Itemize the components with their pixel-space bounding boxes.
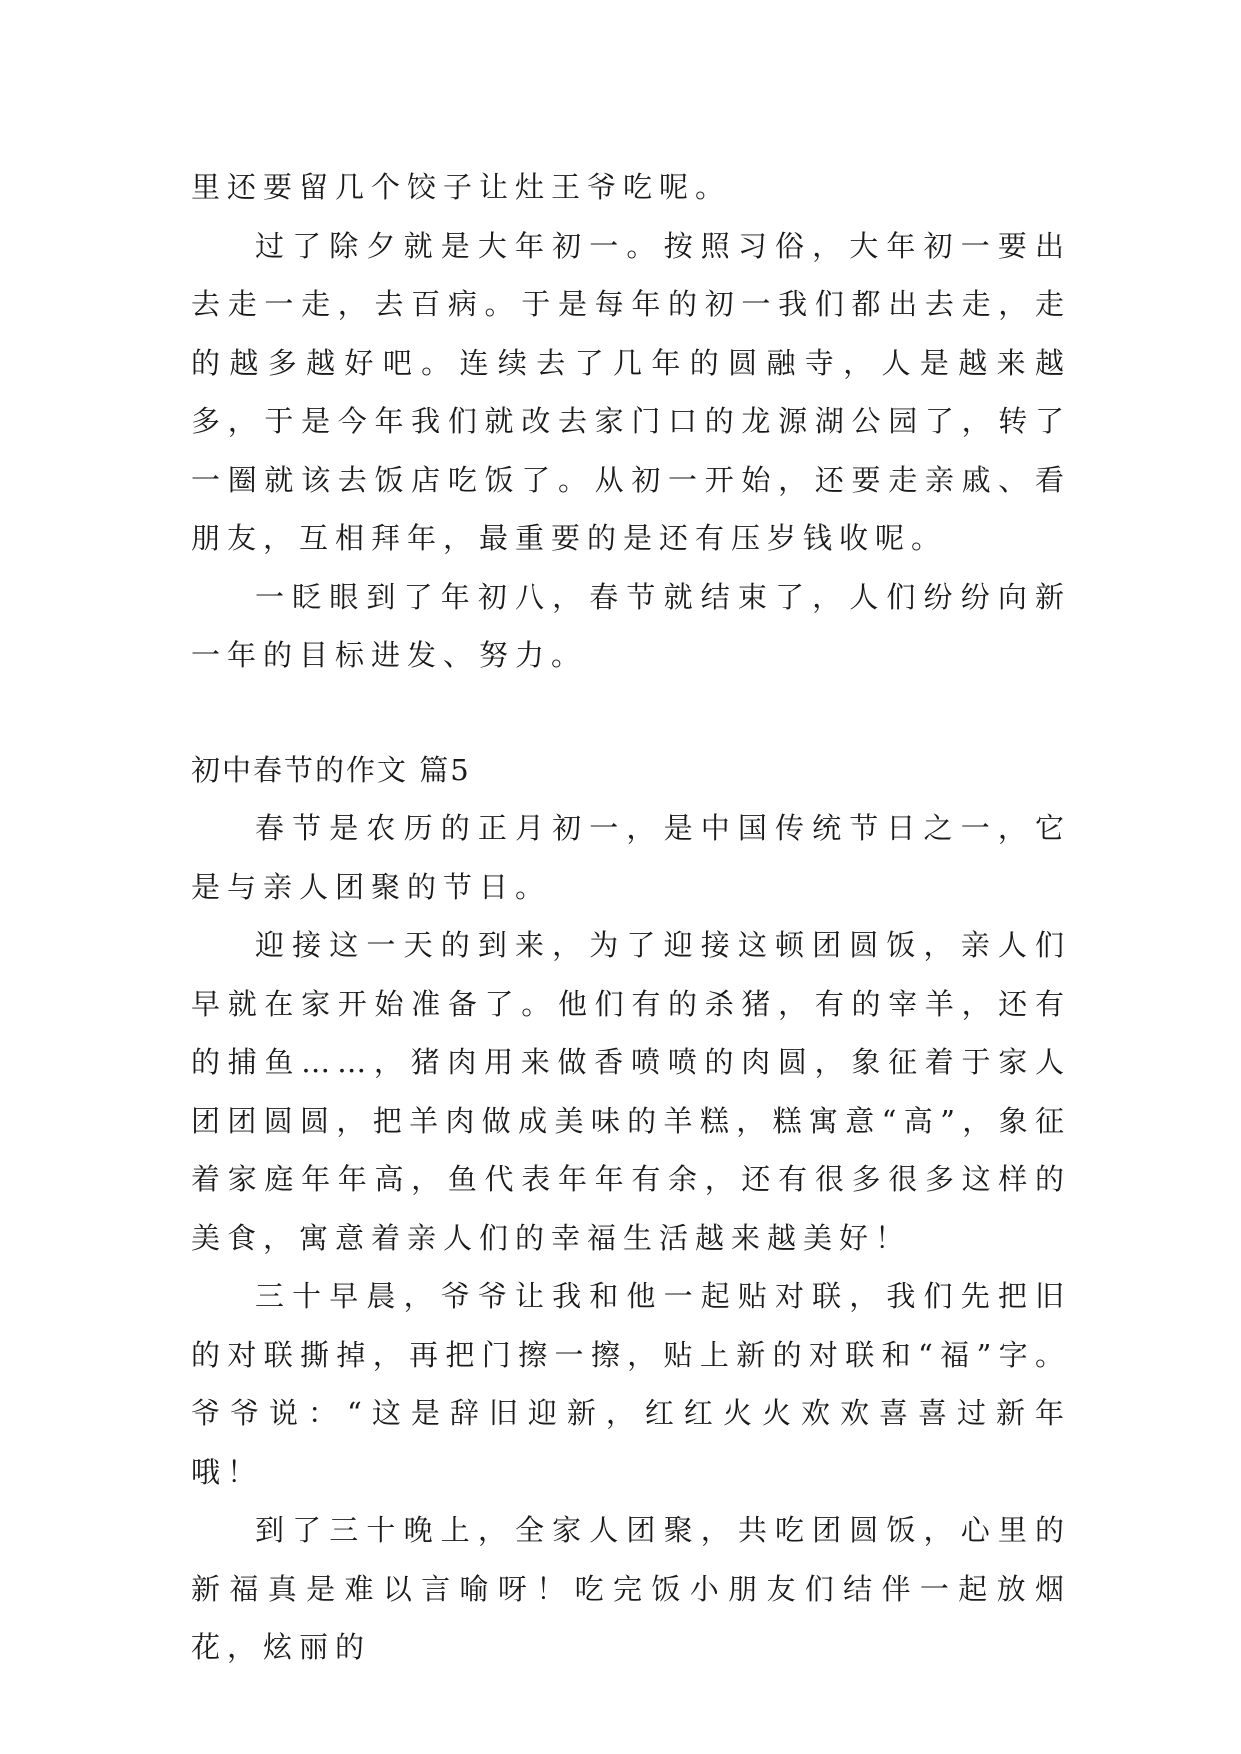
section-title: 初中春节的作文 篇5 xyxy=(191,752,471,787)
paragraph-new-year-eve: 到了三十晚上，全家人团聚，共吃团圆饭，心里的新福真是难以言喻呀！吃完饭小朋友们结伴一起放烟花，炫丽的 xyxy=(191,1513,1071,1664)
paragraph-intro: 春节是农历的正月初一，是中国传统节日之一，它是与亲人团聚的节日。 xyxy=(191,811,1071,904)
paragraph-preparation: 迎接这一天的到来，为了迎接这顿团圆饭，亲人们早就在家开始准备了。他们有的杀猪，有的宰羊，还有的捕鱼……，猪肉用来做香喷喷的肉圆，象征着于家人团团圆圆，把羊肉做成美味的羊糕，糕寓意“高”，象征着家庭年年高，鱼代表年年有余，还有很多很多这样的美食，寓意着亲人们的幸福生活越来越美好！ xyxy=(191,928,1071,1255)
document-body xyxy=(191,158,1071,1677)
paragraph-couplets: 三十早晨，爷爷让我和他一起贴对联，我们先把旧的对联撕掉，再把门擦一擦，贴上新的对联和“福”字。爷爷说：“这是辞旧迎新，红红火火欢欢喜喜过新年哦！ xyxy=(191,1279,1071,1489)
paragraph-continuation: 里还要留几个饺子让灶王爷吃呢。 xyxy=(191,170,732,204)
paragraph-new-year-day: 过了除夕就是大年初一。按照习俗，大年初一要出去走一走，去百病。于是每年的初一我们都出去走，走的越多越好吧。连续去了几年的圆融寺，人是越来越多，于是今年我们就改去家门口的龙源湖公园了，转了一圈就该去饭店吃饭了。从初一开始，还要走亲戚、看朋友，互相拜年，最重要的是还有压岁钱收呢。 xyxy=(191,228,1071,555)
paragraph-festival-end: 一眨眼到了年初八，春节就结束了，人们纷纷向新一年的目标进发、努力。 xyxy=(191,579,1071,672)
